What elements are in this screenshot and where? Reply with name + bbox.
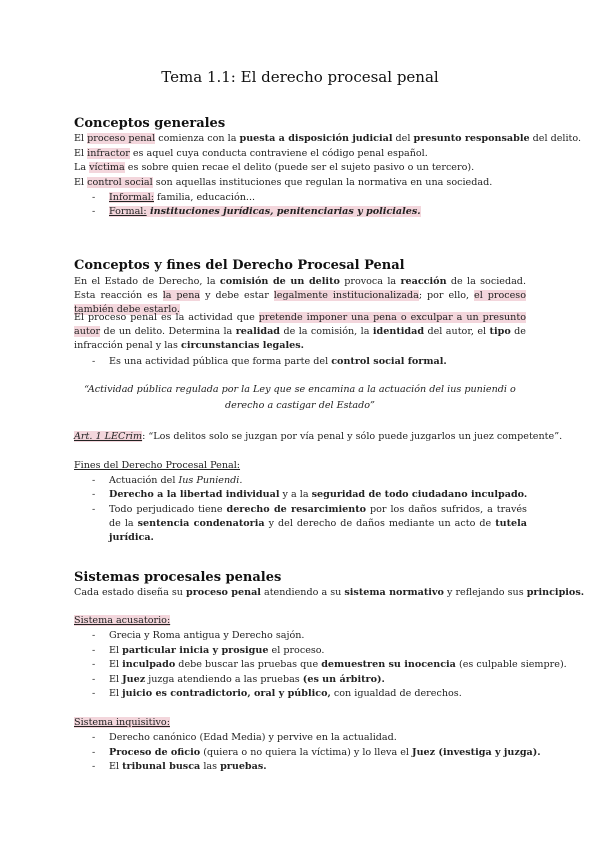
definition-quote: “Actividad pública regulada por la Ley que se encamina a la actuación del ius puniendi o derecho a castigar del Estado” xyxy=(84,384,516,411)
list-item-inculpado: El inculpado debe buscar las pruebas que demuestren su inocencia (es culpable siempre). xyxy=(109,659,567,670)
list-item-grecia-roma: Grecia y Roma antigua y Derecho sajón. xyxy=(109,630,305,641)
list-item-informal: Informal: familia, educación... xyxy=(109,192,256,203)
paragraph-control-social: El control social son aquellas instituciones que regulan la normativa en una sociedad. xyxy=(74,177,493,188)
paragraph-proceso-penal: El proceso penal comienza con la puesta a disposición judicial del presunto responsable del delito. xyxy=(74,133,582,144)
bullet-dash: - xyxy=(92,688,96,699)
sistema-inquisitivo-label: Sistema inquisitivo: xyxy=(74,717,170,728)
list-item-ius-puniendi: Actuación del Ius Puniendi. xyxy=(109,475,243,486)
bullet-dash: - xyxy=(92,659,96,670)
paragraph-proceso-actividad: El proceso penal es la actividad que pretende imponer una pena o exculpar a un presunto autor de un delito. Determina la realidad de la comisión, la identidad del autor, el tipo de infracción penal y las circunstancias legales. xyxy=(74,312,526,351)
paragraph-estado-derecho: En el Estado de Derecho, la comisión de un delito provoca la reacción de la sociedad. Esta reacción es la pena y debe estar legalmente institucionalizada; por ello, el proceso también debe estarlo. xyxy=(74,276,526,315)
paragraph-art-lecrim: Art. 1 LECrim: “Los delitos solo se juzgan por vía penal y sólo puede juzgarlos un juez competente”. xyxy=(74,431,563,442)
paragraph-victima: La víctima es sobre quien recae el delito (puede ser el sujeto pasivo o un tercero). xyxy=(74,162,475,173)
list-item-derecho-canonico: Derecho canónico (Edad Media) y pervive en la actualidad. xyxy=(109,732,397,743)
sistema-acusatorio-label: Sistema acusatorio: xyxy=(74,615,171,626)
list-item-juez-arbitro: El Juez juzga atendiendo a las pruebas (es un árbitro). xyxy=(109,674,385,685)
bullet-dash: - xyxy=(92,504,96,515)
bullet-dash: - xyxy=(92,356,96,367)
list-item-libertad: Derecho a la libertad individual y a la seguridad de todo ciudadano inculpado. xyxy=(109,489,528,500)
list-item-actividad-publica: Es una actividad pública que forma parte del control social formal. xyxy=(109,356,447,367)
heading-conceptos-fines: Conceptos y fines del Derecho Procesal Penal xyxy=(74,258,405,273)
list-item-tribunal: El tribunal busca las pruebas. xyxy=(109,761,267,772)
bullet-dash: - xyxy=(92,489,96,500)
bullet-dash: - xyxy=(92,475,96,486)
bullet-dash: - xyxy=(92,732,96,743)
bullet-dash: - xyxy=(92,192,96,203)
paragraph-cada-estado: Cada estado diseña su proceso penal atendiendo a su sistema normativo y reflejando sus principios. xyxy=(74,587,585,598)
list-item-formal: Formal: instituciones jurídicas, penitenciarias y policiales. xyxy=(109,206,421,217)
bullet-dash: - xyxy=(92,630,96,641)
bullet-dash: - xyxy=(92,747,96,758)
list-item-particular: El particular inicia y prosigue el proceso. xyxy=(109,645,325,656)
list-item-proceso-oficio: Proceso de oficio (quiera o no quiera la víctima) y lo lleva el Juez (investiga y juzga). xyxy=(109,747,541,758)
bullet-dash: - xyxy=(92,645,96,656)
bullet-dash: - xyxy=(92,761,96,772)
paragraph-infractor: El infractor es aquel cuya conducta contraviene el código penal español. xyxy=(74,148,428,159)
bullet-dash: - xyxy=(92,674,96,685)
heading-conceptos-generales: Conceptos generales xyxy=(74,116,226,131)
fines-label: Fines del Derecho Procesal Penal: xyxy=(74,460,241,471)
list-item-resarcimiento: Todo perjudicado tiene derecho de resarcimiento por los daños sufridos, a través de la sentencia condenatoria y del derecho de daños mediante un acto de tutela jurídica. xyxy=(109,504,527,543)
page-title: Tema 1.1: El derecho procesal penal xyxy=(161,68,439,86)
bullet-dash: - xyxy=(92,206,96,217)
list-item-juicio: El juicio es contradictorio, oral y público, con igualdad de derechos. xyxy=(109,688,462,699)
heading-sistemas-procesales: Sistemas procesales penales xyxy=(74,570,282,585)
